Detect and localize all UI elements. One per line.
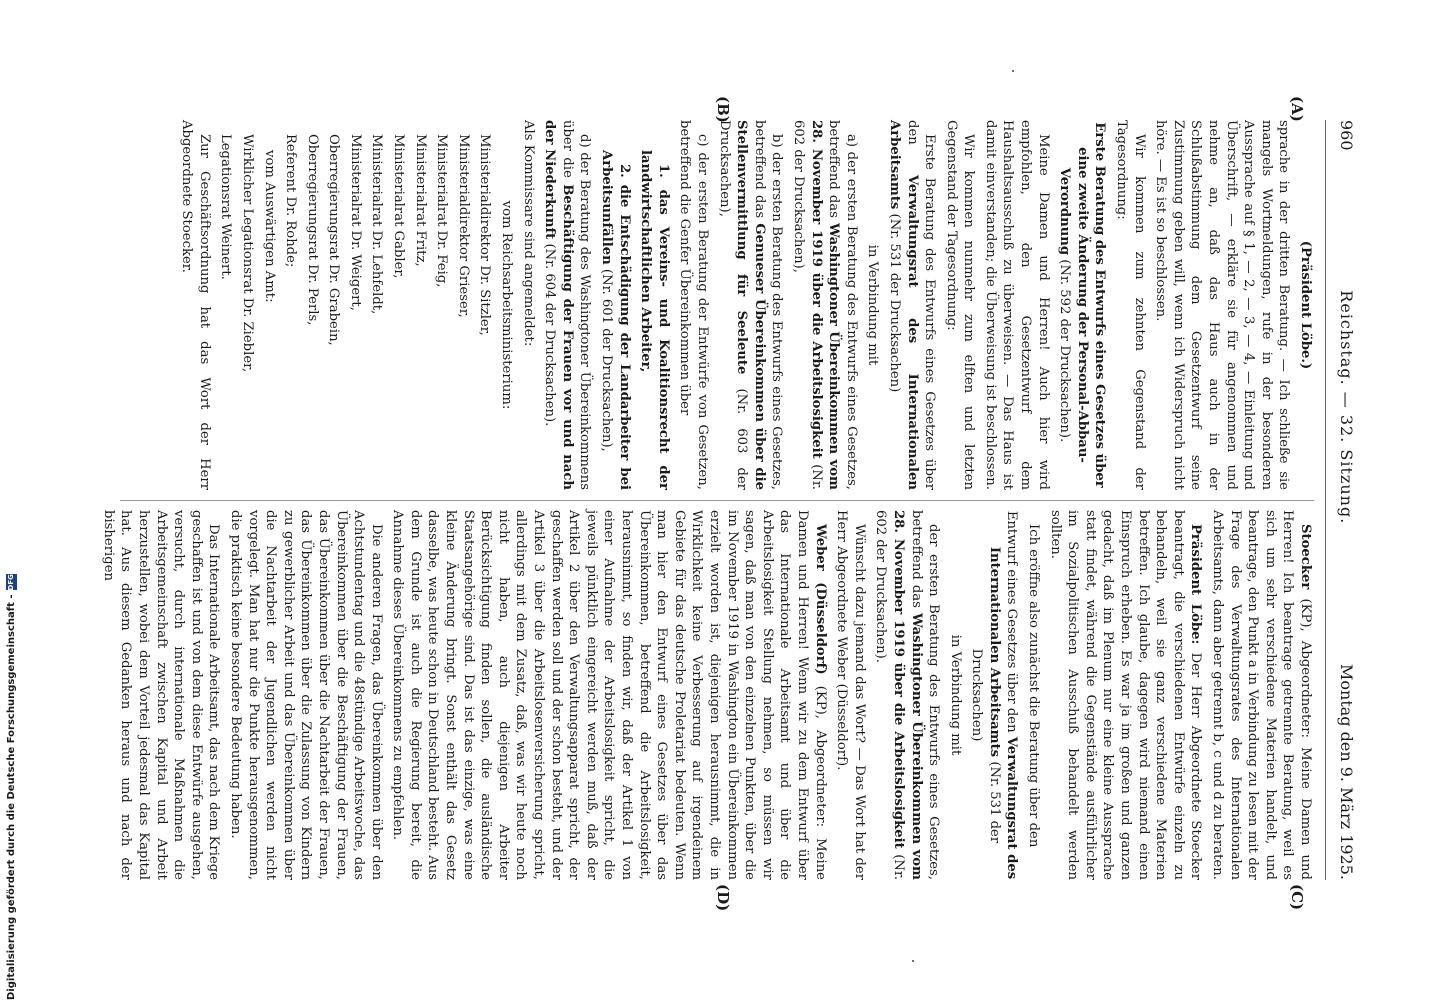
agenda-title: Erste Beratung des Entwurfs eines Gesetzes über eine zweite Änderung der Personal-Abbau-Verordnung <box>1057 122 1108 488</box>
item-ref: (Nr. 603 der Drucksachen), <box>716 120 750 490</box>
column-divider <box>120 500 1314 501</box>
margin-letter-b: (B) <box>714 96 732 123</box>
item-ref: (Nr. 604 der Drucksachen). <box>542 243 558 427</box>
agenda-item <box>1056 120 1109 490</box>
margin-letter-d: (D) <box>714 884 732 912</box>
margin-letter-c: (C) <box>1288 884 1306 911</box>
speaker-name: Weber (Düsseldorf) <box>812 524 828 675</box>
speech-paragraph <box>1208 510 1314 880</box>
agenda-item <box>872 510 942 880</box>
paragraph: Als Kommissare sind angemeldet: <box>520 120 536 347</box>
right-column <box>100 510 1314 880</box>
speech-paragraph <box>1046 510 1204 880</box>
list-item-b <box>715 120 785 490</box>
agenda-title: Verwaltungsrat des Internationalen Arbeitsamts <box>986 546 1020 880</box>
page-header <box>1326 120 1356 880</box>
digitization-note <box>6 574 17 1000</box>
commissioner-name: Ministerialrat Dr. Feig, <box>434 134 450 288</box>
dfg-logo-icon: DFG <box>7 574 15 591</box>
paragraph: Wir kommen zum zehnten Gegenstand der Tagesordnung: <box>1114 120 1147 490</box>
list-item-c2 <box>597 150 632 490</box>
paragraph: Die anderen Fragen, das Übereinkommen über den Achtstundentag und die 48stündige Arbeitswoche, das Übereinkommen über die Beschäftigung der Frauen, das Übereinkommen über die Nachtarbeit der Frauen, das Übereinkommen über die Zulassung von Kindern zu gewerblicher Arbeit und das Übereinkommen über die Nachtarbeit der Jugendlichen werden nicht vorgelegt. Man hat nur die Punkte herausgenommen, die praktisch keine besondere Bedeutung haben. <box>227 510 384 880</box>
item-pre: a) der ersten Beratung des Entwurfs eines Gesetzes, betreffend das <box>826 120 859 490</box>
speaker-name: Stoecker <box>1298 524 1313 590</box>
paragraph: Meine Damen und Herren! Auch hier wird empfohlen, den Gesetzentwurf dem Haushaltsausschuß zu überweisen. — Das Haus ist damit einverstanden; die Überweisung ist beschlossen. <box>982 120 1051 490</box>
agenda-ref: (Nr. 592 der Drucksachen). <box>1057 259 1073 443</box>
ministry-label: vom Reichsarbeitsministerium: <box>499 200 515 410</box>
list-item-a <box>789 120 859 490</box>
commissioner-name: Ministerialrat Dr. Weigert, <box>347 134 363 311</box>
item-title: Genueser Übereinkommen über die Stellenvermittlung für Seeleute <box>734 120 767 491</box>
commissioner-name: Wirklicher Legationsrat Dr. Ziebler, <box>239 134 255 373</box>
item-pre: der ersten Beratung des Entwurfs eines Gesetzes, betreffend das <box>908 510 942 880</box>
scan-speck <box>912 960 914 962</box>
paragraph: Zur Geschäftsordnung hat das Wort der Herr Abgeordnete Stoecker. <box>179 120 212 490</box>
paragraph: Wir kommen nunmehr zum elften und letzten Gegenstand der Tagesordnung: <box>943 120 977 490</box>
header-date: Montag den 9. März 1925. <box>1337 664 1356 880</box>
commissioner-name: Ministerialrat Dr. Lehfeldt, <box>369 134 385 315</box>
list-item-c1: 1. das Vereins- und Koalitionsrecht der landwirtschaftlichen Arbeiter, <box>638 150 671 490</box>
list-item-c: c) der ersten Beratung der Entwürfe von Gesetzen, betreffend die Genfer Übereinkommen über <box>677 120 710 490</box>
commissioner-name: Oberregierungsrat Dr. Grabein, <box>326 134 342 346</box>
commissioner-name: Referent Dr. Rohde; <box>283 134 299 268</box>
paragraph: sprache in der dritten Beratung. — Ich schließe sie mangels Wortmeldungen, rufe in der besonderen Aussprache auf § 1, — 2, — 3, — 4, — Einleitung und Überschrift, — erkläre sie für angenommen und nehme an, daß das Haus auch in der Schlußabstimmung dem Gesetzentwurf seine Zustimmung geben will, wenn ich Widerspruch nicht höre. — Es ist so beschlossen. <box>1153 120 1292 490</box>
connector-text: in Verbindung mit <box>865 244 881 366</box>
item-ref: (Nr. 601 der Drucksachen), <box>599 268 615 452</box>
agenda-item <box>968 510 1021 880</box>
commissioner-name: Ministerialrat Fritz, <box>412 134 428 267</box>
margin-letter-a: (A) <box>1288 96 1306 122</box>
paragraph: Wünscht dazu jemand das Wort? — Das Wort hat der Herr Abgeordnete Weber (Düsseldorf). <box>834 510 867 880</box>
commissioner-name: Ministerialrat Gabler, <box>391 134 407 279</box>
header-title: Reichstag. — 32. Sitzung. <box>1337 290 1356 525</box>
digitization-text: Digitalisierung gefördert durch die Deutsche Forschungsgemeinschaft - <box>6 594 17 1000</box>
item-title: Washingtoner Übereinkommen vom 28. November 1919 über die Arbeitslosigkeit <box>808 120 842 490</box>
header-rule <box>1325 120 1326 880</box>
commissioner-list <box>282 120 494 490</box>
speaker-name: Präsident Löbe: <box>1188 524 1204 645</box>
paragraph: Ich eröffne also zunächst die Beratung über den <box>1026 524 1042 848</box>
speech-text: (KP), Abgeordneter: Meine Damen und Herren! Ich beantrage getrennte Beratung, weil es sich um sehr verschiedene Materien handelt, und beantrage, den Punkt a in Verbindung zu lesen mit der Frage des Verwaltungsrates des Internationalen Arbeitsamts, dann aber getrennt b, c und d zu beraten. <box>1210 510 1313 880</box>
item-ref: (Nr. 602 der Drucksachen), <box>790 120 824 490</box>
agenda-ref: (Nr. 531 der Drucksachen) <box>969 648 1002 844</box>
item-ref: (Nr. 602 der Drucksachen). <box>873 510 906 880</box>
left-column <box>120 120 1314 490</box>
item-title: Washingtoner Übereinkommen vom 28. November 1919 über die Arbeitslosigkeit <box>890 510 924 880</box>
commissioner-name: Legationsrat Weinert. <box>218 134 234 280</box>
item-pre: b) der ersten Beratung des Entwurfs eines Gesetzes, betreffend das <box>751 120 785 490</box>
scan-speck <box>1012 70 1014 72</box>
ministry-label: vom Auswärtigen Amt: <box>261 150 277 303</box>
item-title: Beschäftigung der Frauen vor und nach der Niederkunft <box>542 120 575 490</box>
connector-text: in Verbindung mit <box>947 634 963 756</box>
list-item-d <box>541 120 594 490</box>
agenda-title: Verwaltungsrat des Internationalen Arbeitsamts <box>886 120 920 490</box>
commissioner-name: Ministerialdirektor Grieser, <box>455 134 471 318</box>
page-number: 960 <box>1337 120 1356 151</box>
agenda-pre: Entwurf eines Gesetzes über den <box>1004 510 1020 733</box>
agenda-item <box>885 120 938 490</box>
commissioner-name: Oberregierungsrat Dr. Perls, <box>304 134 320 326</box>
speech-paragraph <box>389 510 829 880</box>
speech-text: Der Herr Abgeordnete Stoecker beantragt, die verschiedenen Entwürfe einzeln zu behandeln, weil sie ganz verschiedene Materien betreffen. Ich glaube, dagegen wird niemand einen Einspruch erheben. Es war ja im großen und ganzen gedacht, daß im Plenum nur eine kleine Aussprache statt findet, während die Gegenstände ausführlicher im Sozialpolitischen Ausschuß behandelt werden sollten. <box>1047 510 1204 880</box>
agenda-ref: (Nr. 531 der Drucksachen) <box>886 213 902 393</box>
item-pre: d) der Beratung des Washingtoner Übereinkommens über die <box>559 120 593 490</box>
speaker-label: (Präsident Löbe.) <box>1298 240 1313 370</box>
paragraph: Das Internationale Arbeitsamt, das nach dem Kriege geschaffen ist und von dem diese Entwürfe ausgehen, versucht, durch internationale Maßnahmen die Arbeitsgemeinschaft zwischen Kapital und Arbeit herzustellen, wobei dem Vorteil jedesmal das Kapital hat. Aus diesem Gedanken heraus und nach der bisherigen <box>100 510 222 880</box>
speech-text: (KP), Abgeordneter: Meine Damen und Herren! Wenn wir zu dem Entwurf über das Internationale Arbeitsamt und über die Arbeitslosigkeit Stellung nehmen, so müssen wir sagen, daß man von den einzelnen Punkten, über die im November 1919 in Washington ein Übereinkommen erzielt worden ist, diejenigen herausnimmt, die in Wirklichkeit keine Verbesserung auf irgendeinem Gebiete für das deutsche Proletariat bedeuten. Wenn man hier den Entwurf eines Gesetzes über das Übereinkommen, betreffend die Arbeitslosigkeit, herausnimmt, so finden wir, daß der Artikel 1 von einer Aufnahme der Arbeitslosigkeit spricht, die jeweils pünktlich eingereicht werden muß, daß der Artikel 2 über den Verwaltungsapparat spricht, der geschaffen werden soll und der schon besteht, und der Artikel 3 über die Arbeitslosenversicherung spricht, allerdings mit dem Zusatz, daß, was wir heute noch nicht haben, auch diejenigen Arbeiter Berücksichtigung finden sollen, die ausländische Staatsangehörige sind. Das ist das einzige, was eine kleine Änderung bringt. Sonst enthält das Gesetz dasselbe, was heute schon in Deutschland besteht. Aus dem Grunde ist auch die Regierung bereit, die Annahme dieses Übereinkommens zu empfehlen. <box>390 510 828 880</box>
item-title: 2. die Entschädigung der Landarbeiter bei Arbeitsunfällen <box>599 150 632 490</box>
agenda-pre: Erste Beratung des Entwurfs eines Gesetzes über den <box>904 120 938 490</box>
commissioner-name: Ministerialdirektor Dr. Sitzler, <box>477 134 493 336</box>
